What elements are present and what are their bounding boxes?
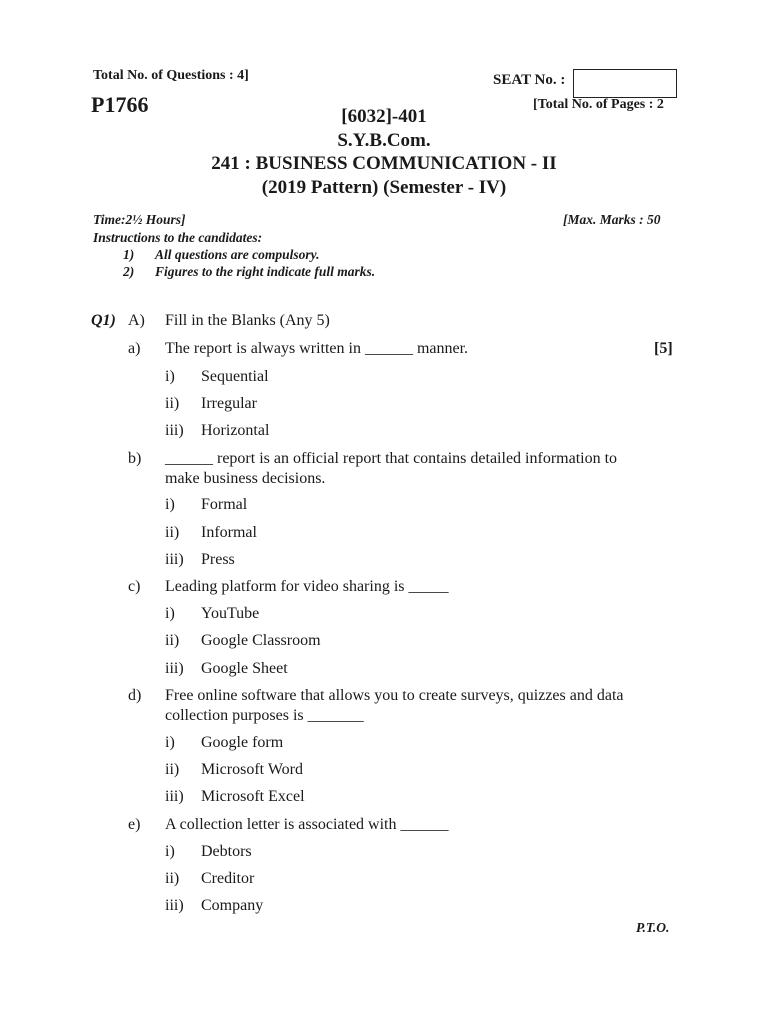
option-label: i) [165,843,175,860]
option-label: iii) [165,788,184,805]
option-text: Horizontal [201,422,270,439]
item-question: The report is always written in ______ manner. [165,340,469,357]
option-text: YouTube [201,605,260,622]
option-label: iii) [165,422,184,439]
total-questions: Total No. of Questions : 4] [93,68,249,83]
item-question: Free online software that allows you to create surveys, quizzes and data [165,687,624,704]
option-label: i) [165,605,175,622]
total-pages: [Total No. of Pages : 2 [533,97,664,112]
question-part-label: A) [128,312,145,329]
instructions-title: Instructions to the candidates: [93,230,263,245]
option-label: i) [165,734,175,751]
max-marks: [Max. Marks : 50 [563,212,661,227]
item-question: ______ report is an official report that contains detailed information to [165,450,618,467]
program-name: S.Y.B.Com. [337,130,431,151]
instruction-number: 2) [123,264,135,279]
option-label: i) [165,496,175,513]
option-label: iii) [165,551,184,568]
option-label: iii) [165,660,184,677]
question-marks: [5] [654,340,673,357]
please-turn-over: P.T.O. [636,920,670,935]
option-label: ii) [165,632,180,649]
option-label: ii) [165,395,180,412]
pattern-semester: (2019 Pattern) (Semester - IV) [261,177,507,198]
item-question: Leading platform for video sharing is _____ [165,578,449,595]
course-code: [6032]-401 [341,106,427,127]
item-label: b) [128,450,142,467]
option-text: Irregular [201,395,257,412]
option-text: Formal [201,496,248,513]
option-label: ii) [165,524,180,541]
option-text: Google form [201,734,284,751]
item-label: e) [128,816,141,833]
item-label: a) [128,340,141,357]
option-label: iii) [165,897,184,914]
seat-number-label: SEAT No. : [493,72,566,88]
option-text: Microsoft Word [201,761,303,778]
option-text: Informal [201,524,257,541]
option-text: Google Sheet [201,660,288,677]
item-label: d) [128,687,142,704]
question-part-text: Fill in the Blanks (Any 5) [165,312,330,329]
option-text: Sequential [201,368,269,385]
instruction-text: All questions are compulsory. [155,247,320,262]
item-question-continued: collection purposes is _______ [165,707,364,724]
option-text: Creditor [201,870,255,887]
option-text: Company [201,897,264,914]
seat-number-box[interactable] [573,69,677,98]
paper-code: P1766 [91,92,149,117]
instruction-text: Figures to the right indicate full marks. [155,264,376,279]
instruction-number: 1) [123,247,135,262]
item-question-continued: make business decisions. [165,470,326,487]
option-label: i) [165,368,175,385]
item-question: A collection letter is associated with ______ [165,816,449,833]
subject-title: 241 : BUSINESS COMMUNICATION - II [211,153,557,174]
option-text: Press [201,551,235,568]
question-number: Q1) [91,312,116,329]
exam-time: Time:2½ Hours] [93,212,186,227]
option-text: Google Classroom [201,632,321,649]
option-text: Microsoft Excel [201,788,305,805]
option-label: ii) [165,870,180,887]
option-label: ii) [165,761,180,778]
item-label: c) [128,578,141,595]
option-text: Debtors [201,843,252,860]
